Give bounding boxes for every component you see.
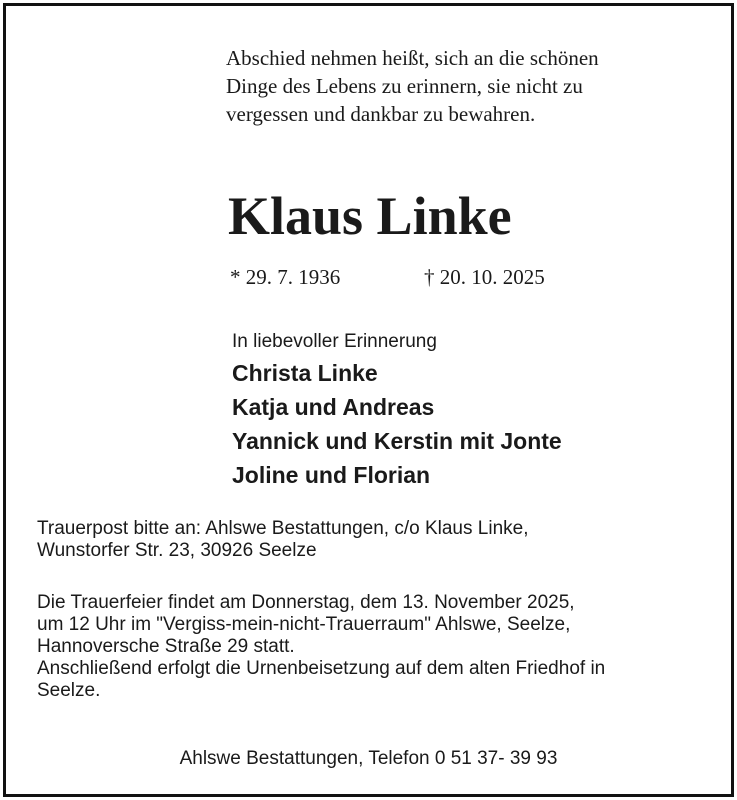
mourners-list (232, 356, 562, 492)
obituary-notice (3, 3, 734, 797)
deceased-name: Klaus Linke (228, 186, 512, 246)
mourner-name: Joline und Florian (232, 462, 431, 488)
ceremony-line: Seelze. (37, 680, 101, 701)
birth-date: * 29. 7. 1936 (230, 265, 341, 289)
mourners-intro: In liebevoller Erinnerung (232, 331, 437, 352)
memorial-quote (226, 44, 696, 128)
ceremony-line: Die Trauerfeier findet am Donnerstag, dem 13. November 2025, (37, 592, 575, 613)
funeral-details (37, 592, 605, 702)
death-date: † 20. 10. 2025 (424, 265, 545, 289)
quote-line: vergessen und dankbar zu bewahren. (226, 102, 536, 126)
ceremony-line: Hannoversche Straße 29 statt. (37, 636, 295, 657)
quote-line: Dinge des Lebens zu erinnern, sie nicht zu (226, 74, 583, 98)
mourner-name: Katja und Andreas (232, 394, 435, 420)
condolence-address (37, 518, 528, 562)
quote-line: Abschied nehmen heißt, sich an die schönen (226, 46, 599, 70)
ceremony-line: Anschließend erfolgt die Urnenbeisetzung auf dem alten Friedhof in (37, 658, 606, 679)
mourner-name: Yannick und Kerstin mit Jonte (232, 428, 562, 454)
mourner-name: Christa Linke (232, 360, 378, 386)
ceremony-line: um 12 Uhr im "Vergiss-mein-nicht-Trauerraum" Ahlswe, Seelze, (37, 614, 571, 635)
address-line: Trauerpost bitte an: Ahlswe Bestattungen, c/o Klaus Linke, (37, 518, 529, 539)
address-line: Wunstorfer Str. 23, 30926 Seelze (37, 540, 317, 561)
funeral-home-contact: Ahlswe Bestattungen, Telefon 0 51 37- 39 93 (179, 748, 558, 769)
